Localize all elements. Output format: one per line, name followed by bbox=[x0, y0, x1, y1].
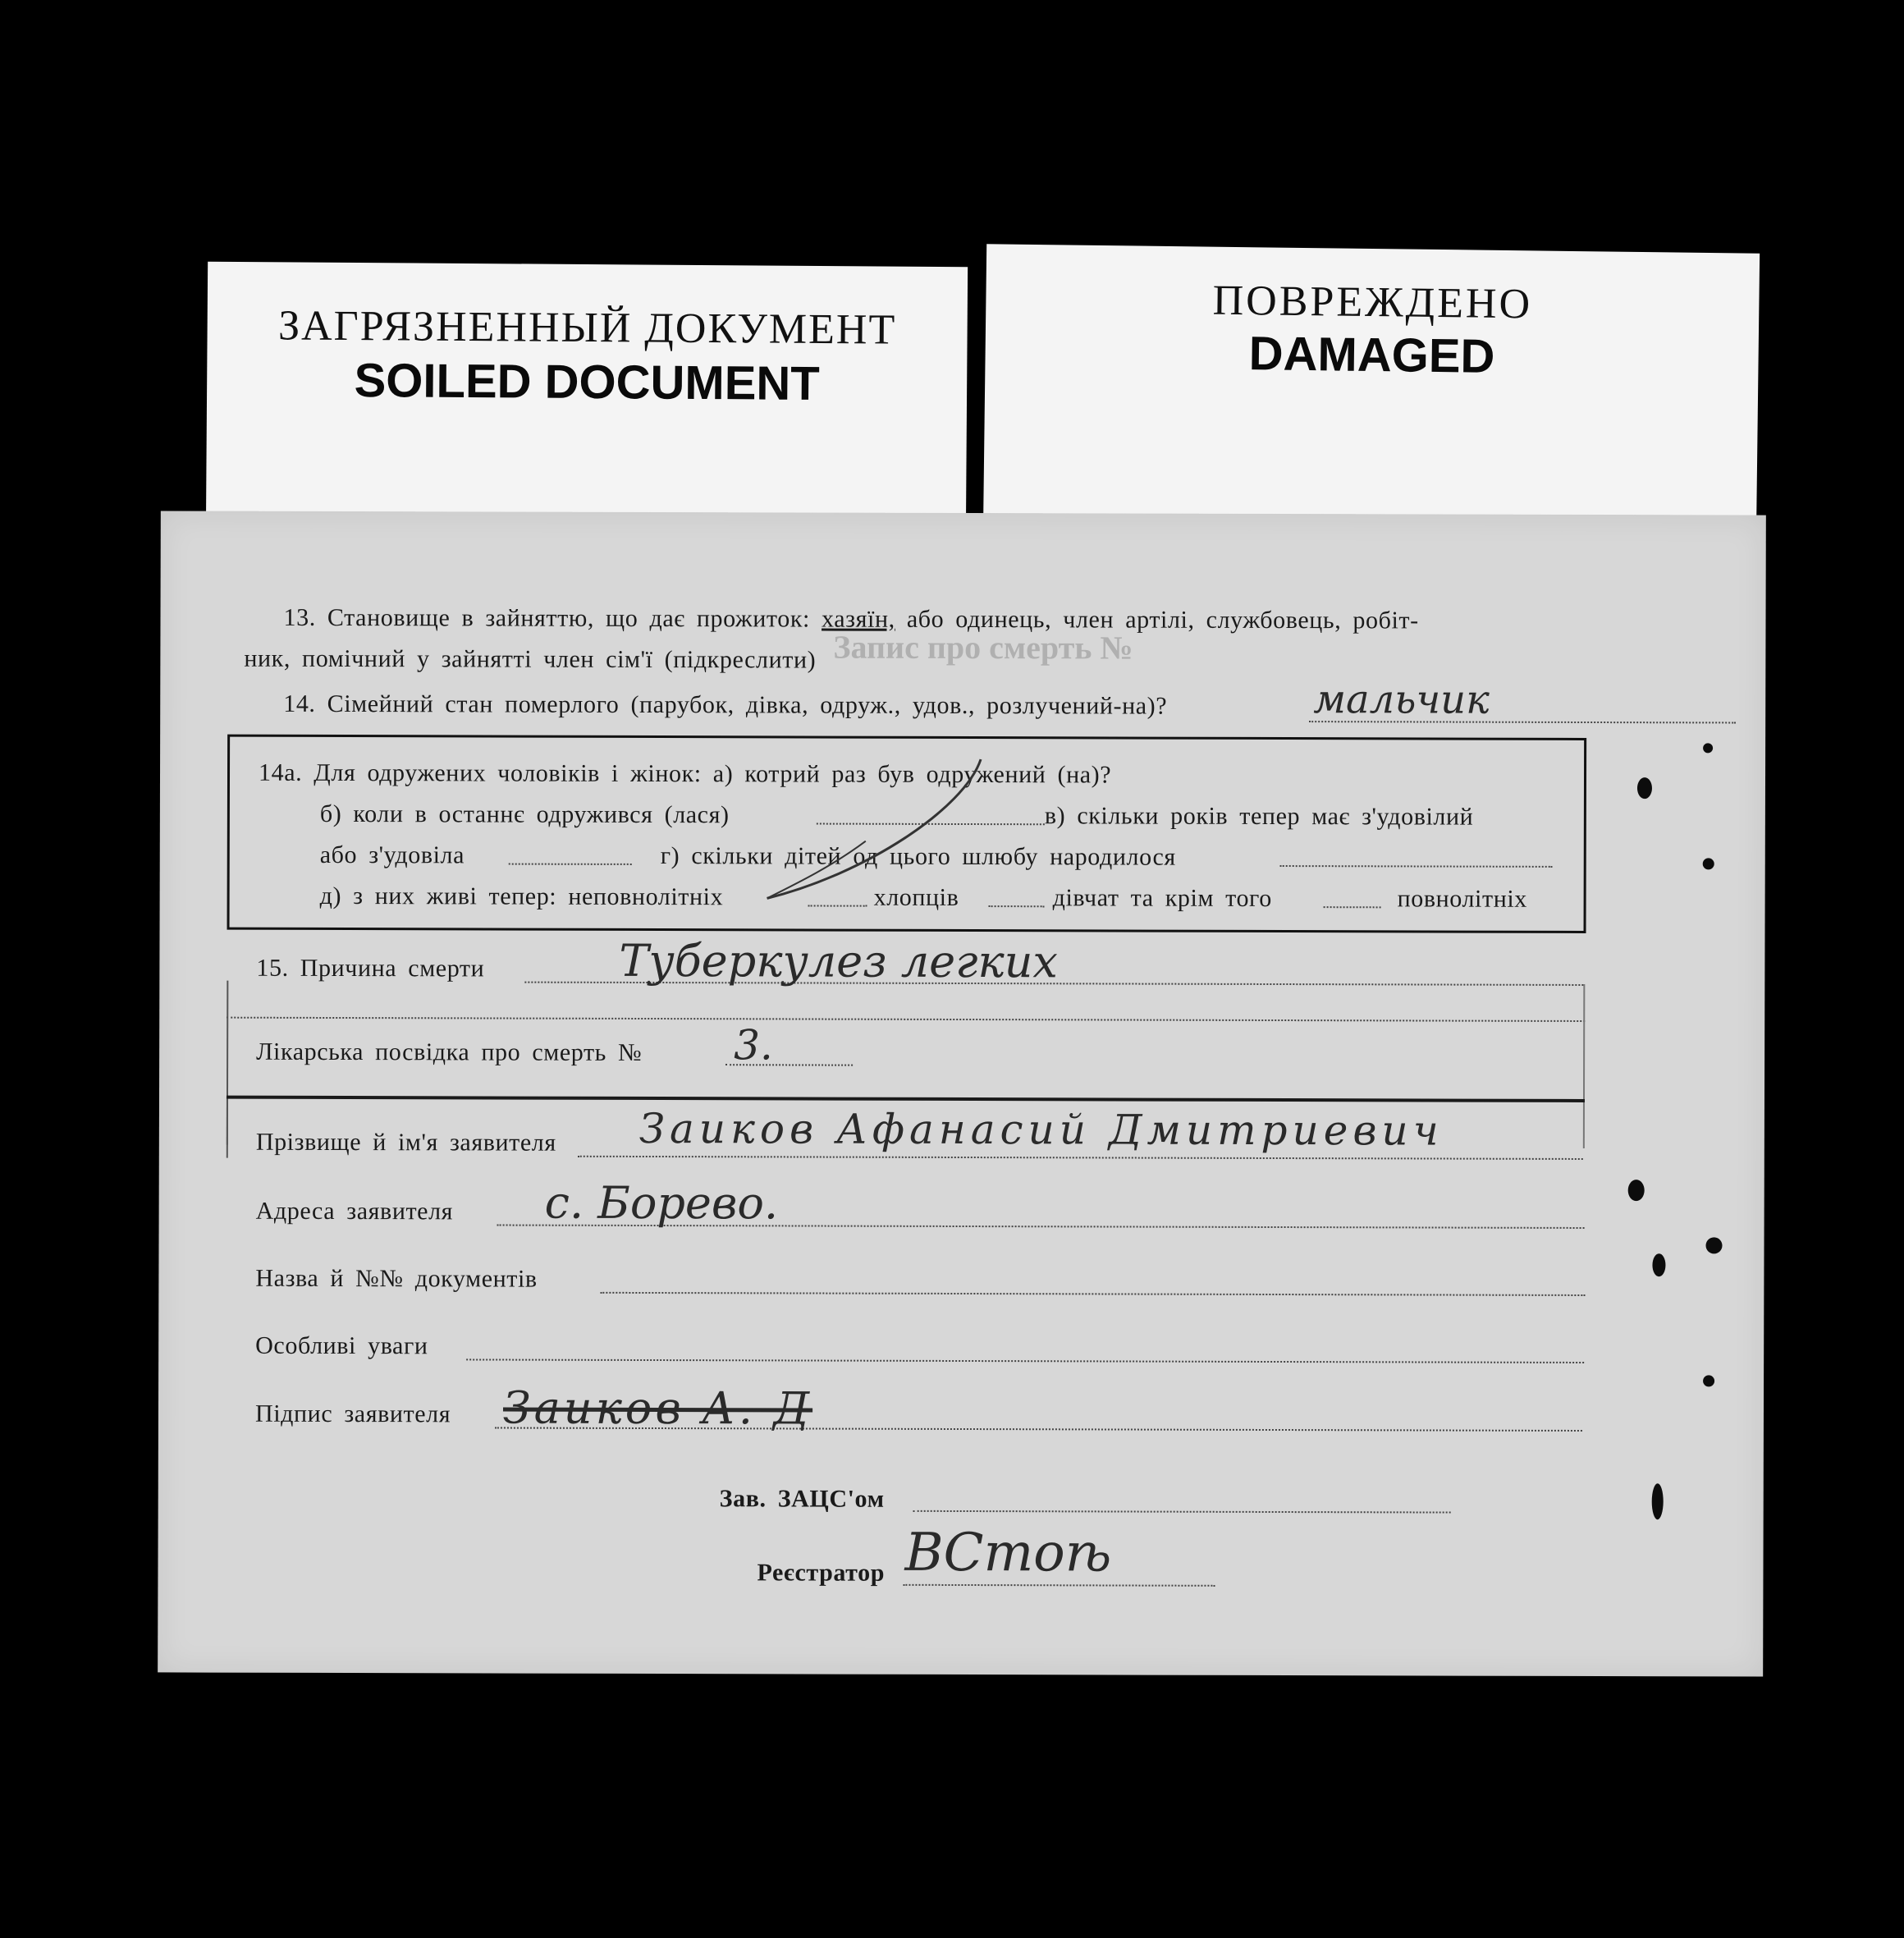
cancellation-stroke bbox=[735, 742, 1014, 923]
binding-hole bbox=[1703, 743, 1713, 753]
section-divider bbox=[227, 1096, 1585, 1102]
applicant-name-label: Прізвище й ім'я заявителя bbox=[255, 1128, 556, 1157]
q15-answer: Туберкулез легких bbox=[619, 934, 1058, 988]
q13-line2: ник, помічний у зайнятті член сім'ї (підкреслити) bbox=[244, 644, 817, 674]
documents-label: Назва й №№ документів bbox=[255, 1264, 538, 1293]
head-line bbox=[913, 1510, 1451, 1514]
registrar-label: Реєстратор bbox=[757, 1559, 886, 1587]
q14a-line2a: б) коли в останнє одружився (лася) bbox=[319, 799, 730, 829]
q14a-line4a: д) з них живі тепер: неповнолітніх bbox=[319, 882, 724, 911]
damaged-label bbox=[983, 244, 1760, 548]
registrar-signature: ВСтоѣ bbox=[904, 1522, 1112, 1584]
q15-right-border bbox=[1583, 984, 1586, 1148]
binding-hole bbox=[1637, 777, 1652, 799]
documents-line bbox=[600, 1292, 1585, 1296]
registrar-line bbox=[903, 1584, 1215, 1587]
applicant-left-border bbox=[227, 1099, 228, 1158]
binding-hole bbox=[1628, 1180, 1645, 1201]
binding-hole bbox=[1652, 1483, 1664, 1519]
q13-underlined-option: хазяїн, bbox=[822, 605, 895, 633]
binding-hole bbox=[1705, 1237, 1722, 1253]
applicant-address-label: Адреса заявителя bbox=[255, 1197, 454, 1226]
remarks-line bbox=[466, 1358, 1584, 1363]
damaged-label-en: DAMAGED bbox=[1248, 327, 1495, 383]
q15-question: 15. Причина смерти bbox=[256, 954, 485, 983]
q14-answer-line bbox=[1309, 721, 1736, 723]
binding-hole bbox=[1652, 1253, 1665, 1276]
death-record-form bbox=[158, 511, 1766, 1676]
q14a-line4-blank3 bbox=[1324, 906, 1381, 908]
applicant-signature: Заиков А. Д bbox=[502, 1381, 813, 1435]
death-certificate-number: 3. bbox=[734, 1021, 773, 1070]
q14-question: 14. Сімейний стан померлого (парубок, дівка, одруж., удов., розлучений-на)? bbox=[283, 690, 1168, 720]
damaged-label-ru: ПОВРЕЖДЕНО bbox=[1212, 277, 1533, 328]
applicant-name-answer: Заиков Афанасий Дмитриевич bbox=[638, 1104, 1444, 1155]
signature-label: Підпис заявителя bbox=[254, 1400, 451, 1428]
q14a-line4b: хлопців bbox=[873, 883, 959, 911]
applicant-name-line bbox=[578, 1156, 1583, 1160]
q14a-line3a: або з'удовіла bbox=[319, 841, 465, 869]
q14a-line3-blank1 bbox=[509, 864, 632, 865]
q13-line1: 13. Становище в зайняттю, що дає прожиток: хазяїн, або одинець, член артілі, службовець, робіт- bbox=[283, 603, 1419, 635]
soiled-document-label bbox=[206, 262, 968, 546]
q14a-line3b: г) скільки дітей од цього шлюбу народилося bbox=[660, 842, 1176, 871]
q14a-line4d: повнолітніх bbox=[1397, 885, 1527, 913]
soiled-label-ru: ЗАГРЯЗНЕННЫЙ ДОКУМЕНТ bbox=[277, 302, 897, 354]
death-certificate-label: Лікарська посвідка про смерть № bbox=[256, 1038, 643, 1066]
head-label: Зав. ЗАЦС'ом bbox=[719, 1485, 885, 1513]
q15-second-line bbox=[227, 1017, 1585, 1022]
q14a-line1: 14а. Для одружених чоловіків і жінок: а) котрий раз був одружений (на)? bbox=[258, 758, 1112, 789]
binding-hole bbox=[1703, 858, 1714, 869]
ghost-header: Запис про смерть № bbox=[833, 628, 1133, 667]
q14-answer: мальчик bbox=[1313, 676, 1490, 723]
binding-hole bbox=[1703, 1375, 1714, 1386]
q14a-line2b: в) скільки років тепер має з'удовілий bbox=[1044, 802, 1474, 831]
q14a-line4c: дівчат та крім того bbox=[1052, 884, 1272, 912]
soiled-label-en: SOILED DOCUMENT bbox=[354, 354, 820, 410]
applicant-address-answer: с. Борево. bbox=[544, 1176, 779, 1230]
remarks-label: Особливі уваги bbox=[255, 1331, 428, 1360]
